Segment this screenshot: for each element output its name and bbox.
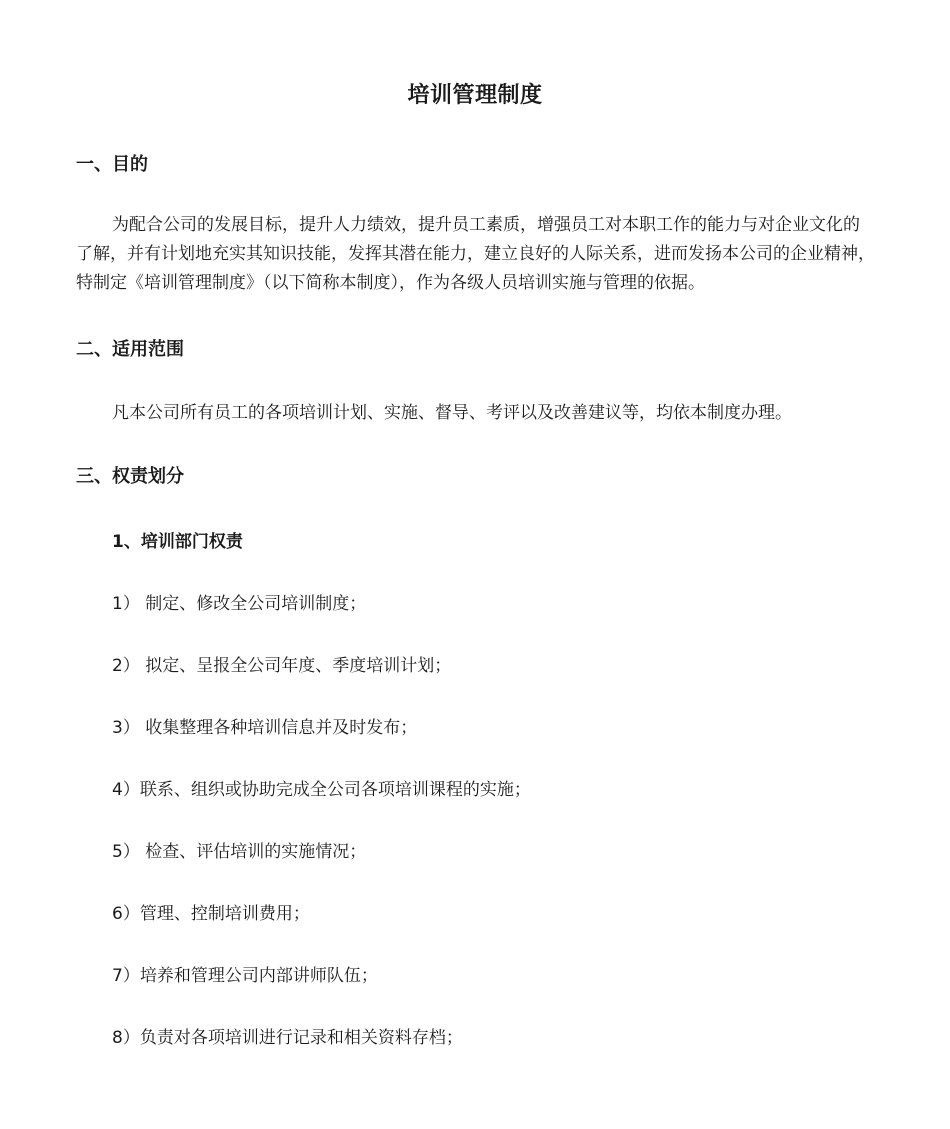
list-item: 6）管理、控制培训费用； — [112, 904, 310, 924]
list-item: 8）负责对各项培训进行记录和相关资料存档； — [112, 1028, 463, 1048]
list-item: 4）联系、组织或协助完成全公司各项培训课程的实施； — [112, 780, 531, 800]
list-item: 5） 检查、评估培训的实施情况； — [112, 842, 367, 862]
list-item: 3） 收集整理各种培训信息并及时发布； — [112, 718, 418, 738]
section-heading-responsibilities: 三、权责划分 — [76, 466, 184, 487]
subheading-training-dept: 1、培训部门权责 — [112, 532, 243, 552]
document-title: 培训管理制度 — [407, 83, 543, 108]
section-heading-purpose: 一、目的 — [76, 154, 148, 175]
section-paragraph-scope: 凡本公司所有员工的各项培训计划、实施、督导、考评以及改善建议等，均依本制度办理。 — [112, 403, 792, 423]
section-paragraph-purpose: 为配合公司的发展目标，提升人力绩效，提升员工素质，增强员工对本职工作的能力与对企业文化的了解，并有计划地充实其知识技能，发挥其潜在能力，建立良好的人际关系，进而发扬本公司的企业精神，特制定《培训管理制度》（以下简称本制度），作为各级人员培训实施与管理的依据。 — [76, 215, 875, 293]
section-heading-scope: 二、适用范围 — [76, 339, 184, 360]
list-item: 2） 拟定、呈报全公司年度、季度培训计划； — [112, 656, 452, 676]
list-item: 7）培养和管理公司内部讲师队伍； — [112, 966, 378, 986]
list-item: 1） 制定、修改全公司培训制度； — [112, 594, 367, 614]
